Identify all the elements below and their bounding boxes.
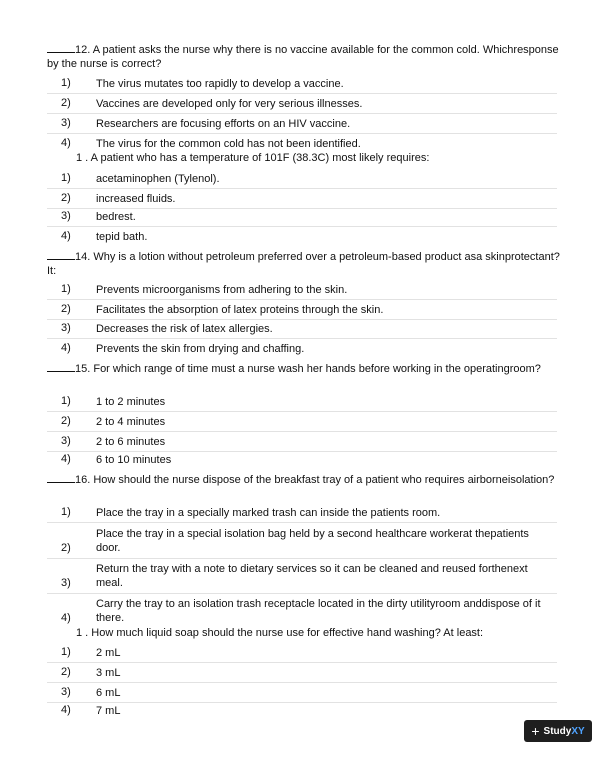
divider [47,226,557,227]
divider [47,338,557,339]
option-text: Decreases the risk of latex allergies. [96,323,273,335]
divider [47,208,557,209]
divider [47,682,557,683]
studyxy-badge[interactable] [524,720,592,742]
question-15 [47,361,567,377]
option-number: 2) [61,542,71,554]
divider [47,319,557,320]
divider [47,593,557,594]
option-number: 1) [61,506,71,518]
option-number: 2) [61,303,71,315]
option-text: 7 mL [96,705,121,717]
option-number: 1) [61,395,71,407]
divider [47,188,557,189]
option-number: 4) [61,704,71,716]
option-number: 2) [61,97,71,109]
option-text: Prevents the skin from drying and chaffing. [96,343,305,355]
question-16 [47,472,567,488]
option-text: 2 to 4 minutes [96,416,166,428]
divider [47,299,557,300]
answer-blank[interactable] [47,42,75,53]
option-number: 4) [61,342,71,354]
option-number: 2) [61,666,71,678]
option-text: 6 to 10 minutes [96,454,172,466]
option-number: 3) [61,577,71,589]
divider [47,522,557,523]
option-text: acetaminophen (Tylenol). [96,173,220,185]
answer-blank[interactable] [47,472,75,483]
option-text: 2 mL [96,647,121,659]
question-stem: 16. How should the nurse dispose of the breakfast tray of a patient who requires airborneisolation? [75,474,555,486]
divider [47,431,557,432]
option-text: bedrest. [96,211,136,223]
option-text: Prevents microorganisms from adhering to the skin. [96,284,348,296]
option-number: 4) [61,453,71,465]
option-text: 2 to 6 minutes [96,436,166,448]
option-number: 1) [61,77,71,89]
option-number: 1) [61,283,71,295]
divider [47,451,557,452]
option-text: 6 mL [96,687,121,699]
divider [47,662,557,663]
divider [47,702,557,703]
option-text: tepid bath. [96,231,148,243]
answer-blank[interactable] [47,249,75,260]
option-text: Facilitates the absorption of latex proteins through the skin. [96,304,384,316]
option-text: Carry the tray to an isolation trash receptacle located in the dirty utilityroom anddispose of it there. [96,598,541,624]
option-text: increased fluids. [96,193,176,205]
option-text: Researchers are focusing efforts on an HIV vaccine. [96,118,351,130]
brand-name [544,726,585,737]
option-text: The virus mutates too rapidly to develop a vaccine. [96,78,344,90]
question-17: 1 . How much liquid soap should the nurse use for effective hand washing? At least: [76,627,484,639]
option-text: Place the tray in a special isolation bag held by a second healthcare workerat thepatients door. [96,528,529,554]
brand-prefix: Study [543,725,572,737]
question-13: 1 . A patient who has a temperature of 101F (38.3C) most likely requires: [76,152,430,164]
option-number: 4) [61,137,71,149]
question-12 [47,42,567,71]
divider [47,113,557,114]
brand-suffix: XY [571,725,585,737]
option-number: 3) [61,686,71,698]
option-text: 3 mL [96,667,121,679]
option-number: 3) [61,210,71,222]
question-stem: 14. Why is a lotion without petroleum preferred over a petroleum-based product asa skinprotectant? It: [47,251,560,277]
option-number: 4) [61,612,71,624]
divider [47,411,557,412]
option-number: 2) [61,415,71,427]
option-number: 2) [61,192,71,204]
option-text: The virus for the common cold has not been identified. [96,138,361,150]
divider [47,558,557,559]
divider [47,133,557,134]
option-number: 4) [61,230,71,242]
option-number: 3) [61,322,71,334]
question-stem: 12. A patient asks the nurse why there is no vaccine available for the common cold. Whichresponse by the nurse is correct? [47,44,559,70]
option-text: Vaccines are developed only for very serious illnesses. [96,98,363,110]
option-text: Return the tray with a note to dietary services so it can be cleaned and reused forthenext meal. [96,563,528,589]
plus-icon: + [531,723,540,739]
question-14 [47,249,567,278]
option-text: Place the tray in a specially marked trash can inside the patients room. [96,507,441,519]
answer-blank[interactable] [47,361,75,372]
option-number: 1) [61,172,71,184]
option-text: 1 to 2 minutes [96,396,166,408]
option-number: 3) [61,435,71,447]
question-stem: 15. For which range of time must a nurse wash her hands before working in the operatingroom? [75,363,541,375]
divider [47,93,557,94]
option-number: 3) [61,117,71,129]
option-number: 1) [61,646,71,658]
